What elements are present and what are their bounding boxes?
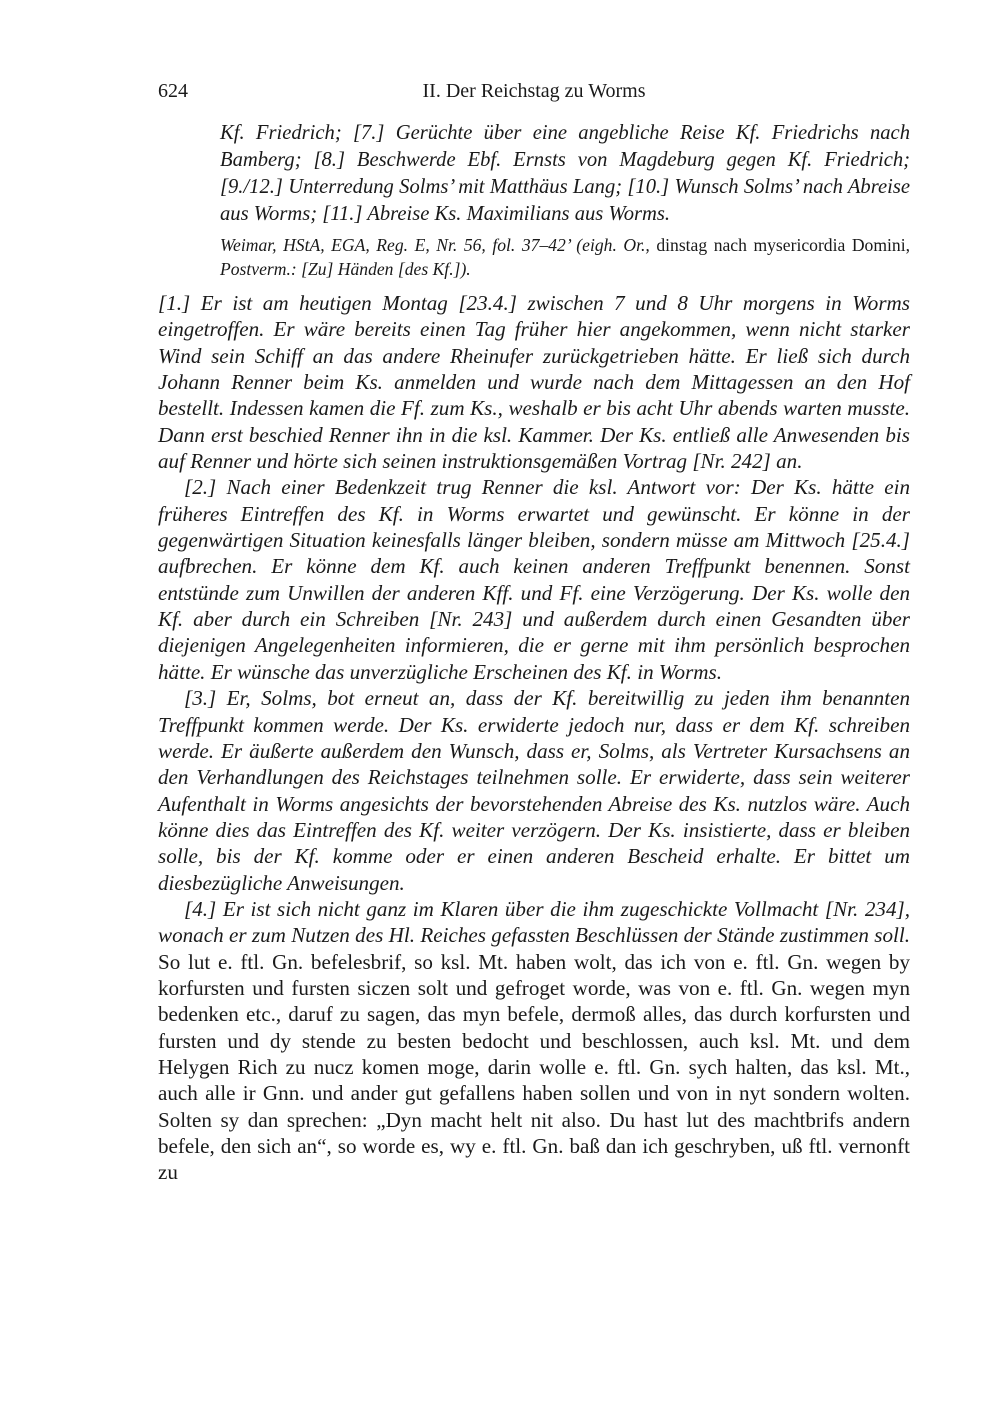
paragraph-4-summary: [4.] Er ist sich nicht ganz im Klaren über die ihm zugeschickte Vollmacht [Nr. 234], wonach er zum Nutzen des Hl. Reiches gefassten Beschlüssen der Stände zustimmen soll. [158,896,910,948]
paragraph-4-quotation: So lut e. ftl. Gn. befelesbrif, so ksl. Mt. haben wolt, das ich von e. ftl. Gn. wegen by korfursten und fursten siczen solt und gefroget worde, was von e. ftl. Gn. wegen myn bedenken etc., daruf zu sagen, das myn befele, dermoß alles, das durch korfursten und fursten und dy stende zu besten bedocht und beschlossen, auch ksl. Mt. und dem Helygen Rich zu nucz komen moge, darin wolle e. ftl. Gn. sych halten, das ksl. Mt., auch alle ir Gnn. und ander gut gefallens haben sollen und von in nyt sondern wolten. Solten sy dan sprechen: „Dyn macht helt nit also. Du hast lut des machtbrifs andern befele, den sich an“, so worde es, wy e. ftl. Gn. baß dan ich geschryben, uß ftl. vernonft zu [158,949,910,1185]
source-citation [220,233,910,281]
paragraph-1: [1.] Er ist am heutigen Montag [23.4.] zwischen 7 und 8 Uhr morgens in Worms eingetroffen. Er wäre bereits einen Tag früher hier angekommen, wenn nicht starker Wind sein Schiff an das andere Rheinufer zurückgetrieben hätte. Er ließ sich durch Johann Renner beim Ks. anmelden und wurde nach dem Mittagessen an den Hof bestellt. Indessen kamen die Ff. zum Ks., weshalb er bis acht Uhr abends warten musste. Dann erst beschied Renner ihn in die ksl. Kammer. Der Ks. entließ alle Anwesenden bis auf Renner und hörte sich seinen instruktionsgemäßen Vortrag [Nr. 242] an. [158,291,910,474]
paragraph-4 [158,896,910,1186]
paragraph-3: [3.] Er, Solms, bot erneut an, dass der Kf. bereitwillig zu jeden ihm benannten Treffpunkt kommen werde. Der Ks. erwiderte jedoch nur, dass er dem Kf. schreiben werde. Er äußerte außerdem den Wunsch, dass er, Solms, als Vertreter Kursachsens an den Verhandlungen des Reichstages teilnehmen solle. Er erwiderte, dass sein weiterer Aufenthalt in Worms angesichts der bevorstehenden Abreise des Ks. nutzlos wäre. Auch könne dies das Eintreffen des Kf. weiter verzögern. Der Ks. insistierte, dass er bleiben solle, bis der Kf. komme oder er einen anderen Bescheid erhalte. Er bittet um diesbezügliche Anweisungen. [158,686,910,895]
regest-summary: Kf. Friedrich; [7.] Gerüchte über eine angebliche Reise Kf. Friedrichs nach Bamberg; [8.] Beschwerde Ebf. Ernsts von Magdeburg gegen Kf. Friedrich; [9./12.] Unterredung Solms’ mit Matthäus Lang; [10.] Wunsch Solms’ nach Abreise aus Worms; [11.] Abreise Ks. Maximilians aus Worms. [220,122,910,225]
page-number: 624 [158,80,188,102]
paragraph-2: [2.] Nach einer Bedenkzeit trug Renner die ksl. Antwort vor: Der Ks. hätte ein früheres Eintreffen des Kf. in Worms erwartet und gewünscht. Er könne in der gegenwärtigen Situation keinesfalls länger bleiben, sondern müsse am Mittwoch [25.4.] aufbrechen. Er könne dem Kf. auch keinen anderen Treffpunkt benennen. Sonst entstünde zum Unwillen der anderen Kff. und Ff. eine Verzögerung. Der Ks. wolle den Kf. aber durch ein Schreiben [Nr. 243] und außerdem durch einen Gesandten über diejenigen Angelegenheiten informieren, die er gerne mit ihm persönlich besprochen hätte. Er wünsche das unverzügliche Erscheinen des Kf. in Worms. [158,475,910,684]
running-title: II. Der Reichstag zu Worms [422,80,646,102]
source-archive: Weimar, HStA, EGA, Reg. E, Nr. 56, fol. 37–42’ (eigh. Or., [220,235,650,255]
source-date: dinstag nach mysericordia Domini, [649,235,910,255]
source-endorsement: Postverm.: [Zu] Händen [des Kf.]). [220,259,471,279]
page-header [158,80,910,108]
main-text [158,290,910,1186]
